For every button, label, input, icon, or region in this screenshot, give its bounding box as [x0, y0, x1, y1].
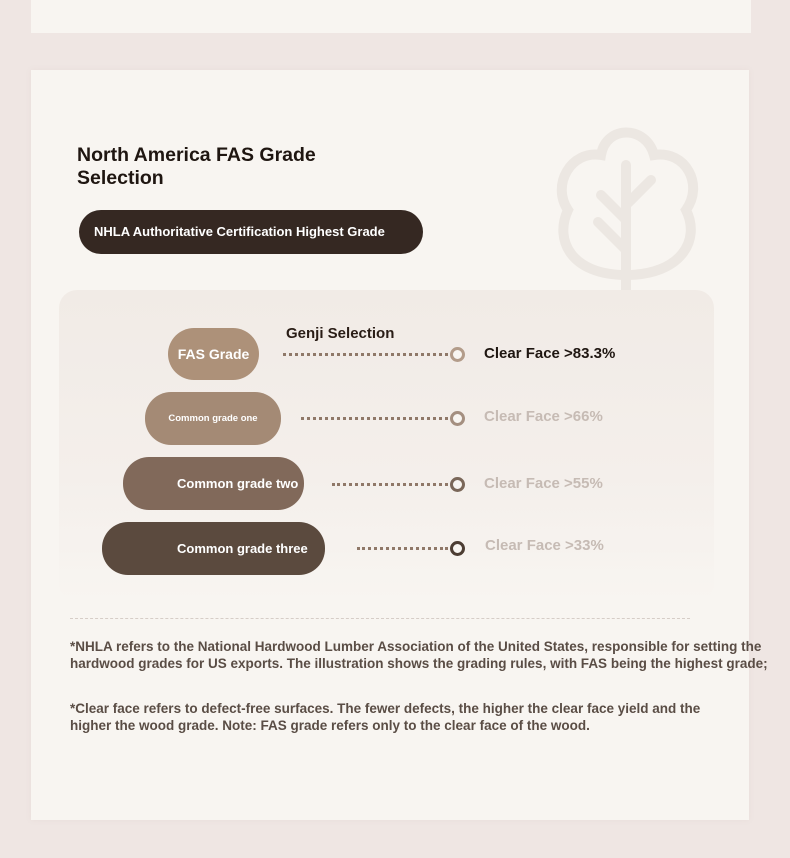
ring-marker-icon	[450, 411, 465, 426]
fas-grade-connector	[283, 353, 448, 356]
common-grade-three-connector	[357, 547, 448, 550]
common-grade-three-pill: Common grade three	[102, 522, 325, 575]
tree-icon	[546, 110, 706, 300]
section-title: North America FAS Grade Selection	[77, 144, 316, 189]
ring-marker-icon	[450, 347, 465, 362]
clear-face-footnote: *Clear face refers to defect-free surfaces. The fewer defects, the higher the clear face yield and the higher the wood grade. Note: FAS grade refers only to the clear face of the wood.	[70, 701, 701, 733]
common-two-clear-face-value: Clear Face >55%	[484, 475, 603, 492]
previous-section-card	[31, 0, 751, 33]
common-one-clear-face-value: Clear Face >66%	[484, 408, 603, 425]
section-divider	[70, 618, 690, 619]
certification-badge: NHLA Authoritative Certification Highest Grade	[79, 210, 423, 254]
common-grade-one-pill: Common grade one	[145, 392, 281, 445]
nhla-footnote: *NHLA refers to the National Hardwood Lumber Association of the United States, responsible for setting the hardwood grades for US exports. The illustration shows the grading rules, with FAS being the highest grade;	[70, 639, 768, 671]
common-three-clear-face-value: Clear Face >33%	[485, 537, 604, 554]
common-grade-one-connector	[301, 417, 448, 420]
common-grade-two-connector	[332, 483, 448, 486]
ring-marker-icon	[450, 541, 465, 556]
genji-selection-label: Genji Selection	[286, 325, 395, 342]
ring-marker-icon	[450, 477, 465, 492]
fas-clear-face-value: Clear Face >83.3%	[484, 345, 616, 362]
fas-grade-pill: FAS Grade	[168, 328, 259, 380]
fas-grade-card	[31, 70, 768, 820]
common-grade-two-pill: Common grade two	[123, 457, 304, 510]
